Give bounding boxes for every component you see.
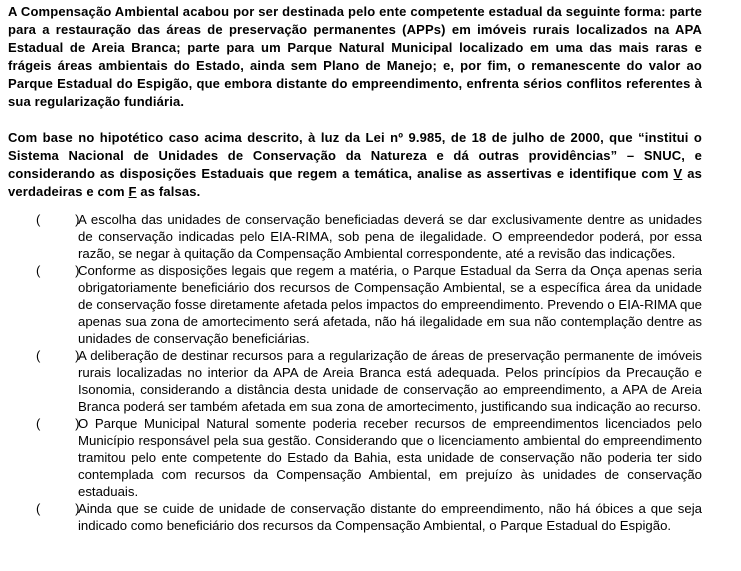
question-text-end: as falsas.: [136, 184, 201, 199]
assertion-item-4: [8, 415, 702, 500]
false-letter: F: [128, 184, 137, 199]
assertion-list: [8, 211, 702, 534]
answer-box: ( ): [36, 416, 80, 431]
true-letter: V: [673, 166, 683, 181]
question-text-middle: as verdadeiras e com: [8, 166, 702, 199]
assertion-item-5: [8, 500, 702, 534]
answer-box: ( ): [36, 348, 80, 363]
answer-box: ( ): [36, 263, 80, 278]
assertion-text: A escolha das unidades de conservação beneficiadas deverá se dar exclusivamente dentre as unidades de conservação indicadas pelo EIA-RIMA, sob pena de ilegalidade. O empreendedor poderá, por essa razão, se negar à quitação da Compensação Ambiental correspondente, até a revisão das indicações.: [78, 212, 702, 261]
intro-paragraph: A Compensação Ambiental acabou por ser destinada pelo ente competente estadual da seguinte forma: parte para a restauração das áreas de preservação permanentes (APPs) em imóveis rurais localizados na APA Estadual de Areia Branca; parte para um Parque Natural Municipal localizado em uma das mais raras e frágeis áreas ambientais do Estado, ainda sem Plano de Manejo; e, por fim, o remanescente do valor ao Parque Estadual do Espigão, que embora distante do empreendimento, enfrenta sérios conflitos referentes à sua regularização fundiária.: [8, 4, 702, 109]
assertion-item-3: [8, 347, 702, 415]
assertion-item-2: [8, 262, 702, 347]
assertion-item-1: [8, 211, 702, 262]
assertion-text: A deliberação de destinar recursos para a regularização de áreas de preservação permanente de imóveis rurais localizadas no interior da APA de Areia Branca está adequada. Pelos princípios da Precaução e Isonomia, considerando a distância desta unidade de conservação ao empreendimento, a APA de Areia Branca poderá ser também afetada em sua zona de amortecimento, justificando sua indicação ao recurso.: [78, 348, 702, 414]
answer-box: ( ): [36, 212, 80, 227]
assertion-text: Ainda que se cuide de unidade de conservação distante do empreendimento, não há óbices a que seja indicado como beneficiário dos recursos da Compensação Ambiental, o Parque Estadual do Espigão.: [78, 501, 702, 533]
assertion-text: O Parque Municipal Natural somente poderia receber recursos de empreendimentos licenciados pelo Município responsável pela sua gestão. Considerando que o licenciamento ambiental do empreendimento tramitou pelo ente competente do Estado da Bahia, esta unidade de conservação não poderia ter sido contemplada com recursos da Compensação Ambiental, em prejuízo às unidades de conservação estaduais.: [78, 416, 702, 499]
question-text-main: Com base no hipotético caso acima descrito, à luz da Lei nº 9.985, de 18 de julho de 2000, que “institui o Sistema Nacional de Unidades de Conservação da Natureza e dá outras providências” – SNUC, e considerando as disposições Estaduais que regem a temática, analise as assertivas e identifique com: [8, 130, 702, 181]
assertion-text: Conforme as disposições legais que regem a matéria, o Parque Estadual da Serra da Onça apenas seria obrigatoriamente beneficiário dos recursos de Compensação Ambiental, se a específica área da unidade de conservação fosse diretamente afetada pelos impactos do empreendimento. Prevendo o EIA-RIMA que apenas sua zona de amortecimento será afetada, não há ilegalidade em sua não contemplação dentre as unidades de conservação beneficiárias.: [78, 263, 702, 346]
answer-box: ( ): [36, 501, 80, 516]
paragraph-spacer: [8, 111, 702, 129]
question-paragraph: [8, 129, 702, 201]
document-page: [8, 3, 702, 534]
